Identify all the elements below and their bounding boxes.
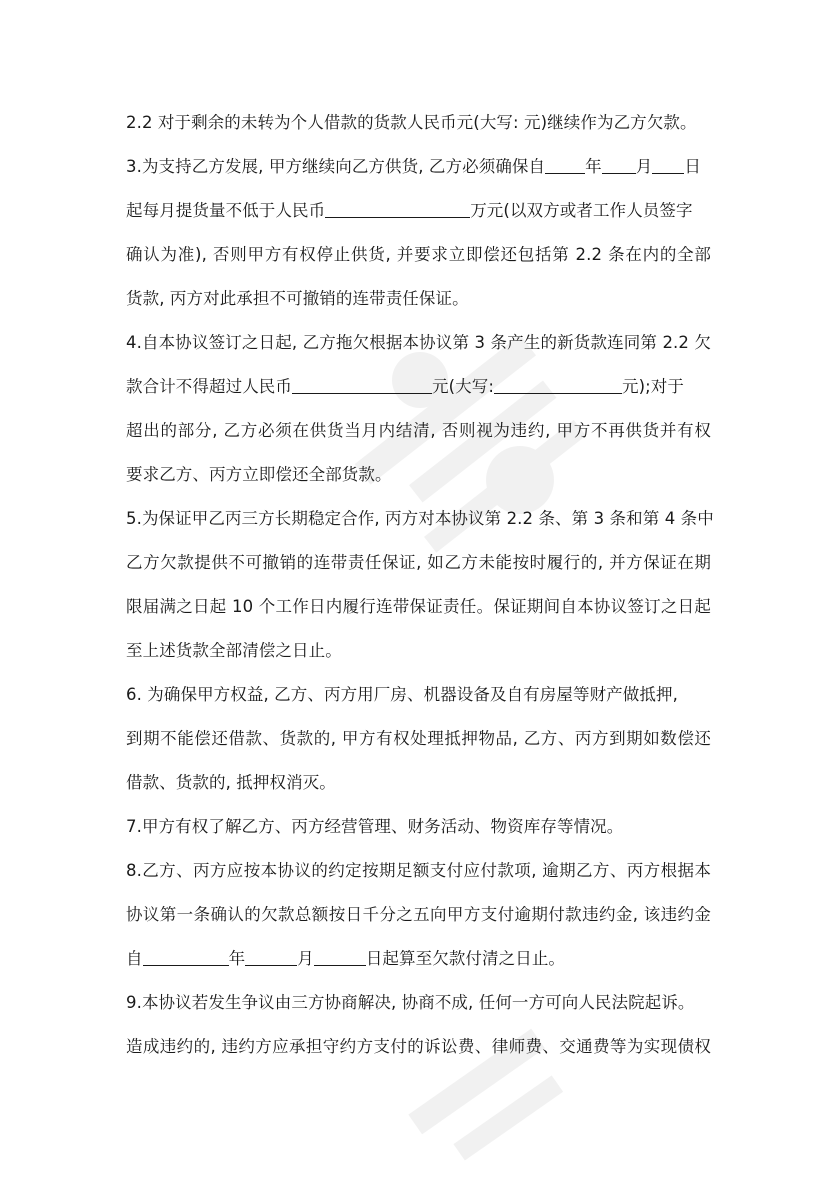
- para-6-line-1: 6. 为确保甲方权益, 乙方、丙方用厂房、机器设备及自有房屋等财产做抵押,: [126, 685, 678, 704]
- para-3-line-4: 货款, 丙方对此承担不可撤销的连带责任保证。: [126, 289, 469, 308]
- para-3-line-2: [126, 200, 711, 222]
- blank-penalty-year: [143, 949, 229, 966]
- para-8-line-1: 8.乙方、丙方应按本协议的约定按期足额支付应付款项, 逾期乙方、丙方根据本: [126, 861, 711, 880]
- para-8-line-2: 协议第一条确认的欠款总额按日千分之五向甲方支付逾期付款违约金, 该违约金: [126, 905, 711, 924]
- para-2-2-line-1: 2.2 对于剩余的未转为个人借款的货款人民币元(大写: 元)继续作为乙方欠款。: [126, 113, 697, 132]
- para-4-line-1: 4.自本协议签订之日起, 乙方拖欠根据本协议第 3 条产生的新货款连同第 2.2 欠: [126, 333, 711, 352]
- blank-start-month: [602, 157, 636, 174]
- para-5-line-4: 至上述货款全部清偿之日止。: [126, 641, 342, 660]
- para-5-line-3: 限届满之日起 10 个工作日内履行连带保证责任。保证期间自本协议签订之日起: [126, 597, 711, 616]
- month-label: 月: [635, 157, 653, 176]
- day-label: 日: [684, 157, 701, 176]
- blank-start-day: [652, 157, 684, 174]
- para-4-line-4: 要求乙方、丙方立即偿还全部货款。: [126, 465, 392, 484]
- para-4-line-2-text-a: 款合计不得超过人民币: [126, 377, 292, 396]
- para-3-line-1-text: 3.为支持乙方发展, 甲方继续向乙方供货, 乙方必须确保自: [126, 157, 546, 176]
- para-6-line-2: 到期不能偿还借款、货款的, 甲方有权处理抵押物品, 乙方、丙方到期如数偿还: [126, 729, 711, 748]
- para-8-line-3-text-b: 日起算至欠款付清之日止。: [365, 949, 566, 968]
- para-3-line-2-text-b: 万元(以双方或者工作人员签字: [470, 201, 693, 220]
- para-6-line-3: 借款、货款的, 抵押权消灭。: [126, 773, 336, 792]
- blank-monthly-amount: [325, 201, 470, 218]
- blank-penalty-day: [314, 949, 366, 966]
- para-4-line-3: 超出的部分, 乙方必须在供货当月内结清, 否则视为违约, 甲方不再供货并有权: [126, 421, 711, 440]
- para-5-line-1: 5.为保证甲乙丙三方长期稳定合作, 丙方对本协议第 2.2 条、第 3 条和第 4 条中: [126, 509, 714, 528]
- para-8-line-3: [126, 948, 711, 970]
- para-4-line-2-text-b: 元(大写:: [432, 377, 494, 396]
- para-5-line-2: 乙方欠款提供不可撤销的连带责任保证, 如乙方未能按时履行的, 并方保证在期: [126, 553, 711, 572]
- blank-max-amount: [292, 377, 432, 394]
- year-label: 年: [585, 157, 602, 176]
- blank-start-year: [545, 157, 585, 174]
- para-3-line-3: 确认为准), 否则甲方有权停止供货, 并要求立即偿还包括第 2.2 条在内的全部: [126, 245, 711, 264]
- para-8-line-3-text-a: 自: [126, 949, 143, 968]
- penalty-month-label: 月: [297, 949, 314, 968]
- para-3-line-2-text-a: 起每月提货量不低于人民币: [126, 201, 326, 220]
- penalty-year-label: 年: [228, 949, 246, 968]
- para-4-line-2: [126, 376, 711, 398]
- para-9-line-2: 造成违约的, 违约方应承担守约方支付的诉讼费、律师费、交通费等为实现债权: [126, 1037, 711, 1056]
- para-7-line-1: 7.甲方有权了解乙方、丙方经营管理、财务活动、物资库存等情况。: [126, 817, 624, 836]
- para-9-line-1: 9.本协议若发生争议由三方协商解决, 协商不成, 任何一方可向人民法院起诉。: [126, 993, 695, 1012]
- para-3-line-1: [126, 156, 711, 178]
- blank-max-amount-uppercase: [494, 377, 622, 394]
- blank-penalty-month: [245, 949, 297, 966]
- para-4-line-2-text-c: 元);对于: [622, 377, 684, 396]
